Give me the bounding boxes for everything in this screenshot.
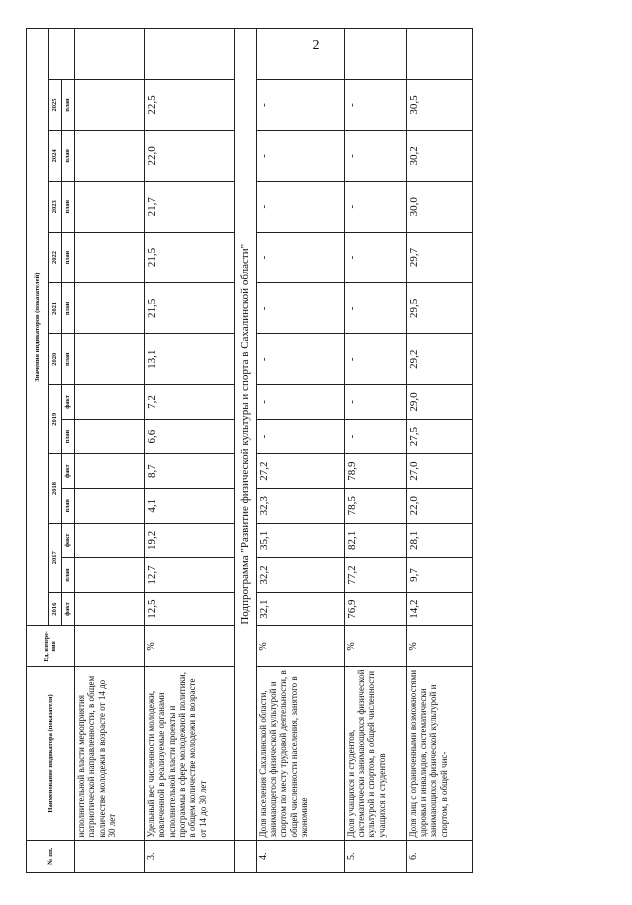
subprogram-row [235,29,257,873]
header-unit: Ед. измере-ния [27,626,75,667]
cell-2020-plan: - [344,334,406,385]
header-2025-plan: план [62,80,75,131]
cell-2018-plan: 4,1 [145,488,235,523]
cell-2021-plan: 21,5 [145,283,235,334]
header-2020-plan: план [62,334,75,385]
cell-2019-fact: 29,0 [406,385,472,420]
header-name: Наименование индикатора (показателя) [27,667,75,840]
cell-2018-fact: 27,0 [406,454,472,489]
cell-2024-plan: 30,2 [406,130,472,181]
row-unit [75,626,145,667]
cell-2017-plan: 12,7 [145,558,235,593]
cell-2022-plan: 21,5 [145,232,235,283]
cell-2018-plan: 22,0 [406,488,472,523]
header-year-2018: 2018 [49,454,62,523]
header-2017-plan: план [62,558,75,593]
cell-2021-plan: 29,5 [406,283,472,334]
header-2017-fact: факт [62,523,75,558]
cell-2025-plan: 22,5 [145,80,235,131]
header-2023-plan: план [62,181,75,232]
cell-2023-plan: - [344,181,406,232]
cell-2025-plan: - [256,80,344,131]
cell-2017-fact: 35,1 [256,523,344,558]
cell-2024-plan: - [256,130,344,181]
subprogram-title: Подпрограмма "Развитие физической культуры и спорта в Сахалинской области" [235,29,257,841]
header-2018-plan: план [62,488,75,523]
cell-2020-plan: - [256,334,344,385]
header-year-2017: 2017 [49,523,62,592]
cell-2017-fact: 19,2 [145,523,235,558]
cell-2016-fact: 12,5 [145,592,235,626]
table-row [75,29,145,873]
cell-2019-plan: 6,6 [145,419,235,454]
header-2018-fact: факт [62,454,75,489]
cell-2023-plan: 30,0 [406,181,472,232]
cell-2018-plan: 32,3 [256,488,344,523]
cell-2019-plan: 27,5 [406,419,472,454]
row-unit: % [145,626,235,667]
row-name: Доля населения Сахалинской области, занимающегося физической культурой и спортом по месту трудовой деятельности, в общей численности населения, занятого в экономике [256,667,344,840]
cell-2019-fact: - [256,385,344,420]
cell-2025-plan: 30,5 [406,80,472,131]
cell-2019-plan: - [256,419,344,454]
cell-2019-plan: - [344,419,406,454]
cell-2021-plan: - [256,283,344,334]
table-row [406,29,472,873]
cell-2018-fact: 78,9 [344,454,406,489]
header-year-2023: 2023 [49,181,62,232]
cell-2017-fact: 82,1 [344,523,406,558]
cell-2016-fact: 14,2 [406,592,472,626]
table-row [256,29,344,873]
row-name: исполнительной власти мероприятия патриотической направленности, в общем количестве молодежи в возрасте от 14 до 30 лет [75,667,145,840]
row-num: 6. [406,840,472,872]
row-unit: % [406,626,472,667]
row-num: 5. [344,840,406,872]
table-row [145,29,235,873]
cell-2017-plan: 9,7 [406,558,472,593]
header-2022-plan: план [62,232,75,283]
header-2019-plan: план [62,419,75,454]
header-2016-fact: факт [62,592,75,626]
cell-2016-fact: 32,1 [256,592,344,626]
header-2021-plan: план [62,283,75,334]
header-num: № пп. [27,840,75,872]
cell-2023-plan: 21,7 [145,181,235,232]
cell-2020-plan: 13,1 [145,334,235,385]
header-2024-plan: план [62,130,75,181]
cell-2017-plan: 77,2 [344,558,406,593]
cell-2018-fact: 27,2 [256,454,344,489]
cell-2020-plan: 29,2 [406,334,472,385]
row-unit: % [344,626,406,667]
row-name: Доля учащихся и студентов, систематически занимающихся физической культурой и спортом, в общей численности учащихся и студентов [344,667,406,840]
cell-2018-plan: 78,5 [344,488,406,523]
row-num [75,840,145,872]
row-unit: % [256,626,344,667]
cell-2022-plan: - [256,232,344,283]
cell-2023-plan: - [256,181,344,232]
cell-2024-plan: 22,0 [145,130,235,181]
page-number: 2 [312,38,320,53]
cell-2022-plan: - [344,232,406,283]
cell-2018-fact: 8,7 [145,454,235,489]
header-year-2021: 2021 [49,283,62,334]
cell-2017-fact: 28,1 [406,523,472,558]
table-row [344,29,406,873]
header-2019-fact: факт [62,385,75,420]
header-values-group: Значения индикаторов (показателей) [27,29,49,626]
cell-2025-plan: - [344,80,406,131]
header-year-2025: 2025 [49,80,62,131]
cell-2019-fact: 7,2 [145,385,235,420]
header-year-2020: 2020 [49,334,62,385]
row-name: Доля лиц с ограниченными возможностями здоровья и инвалидов, систематически занимающихся физической культурой и спортом, в общей чис- [406,667,472,840]
row-name: Удельный вес численности молодежи, вовлеченной в реализуемые органами исполнительной власти проекты и программы в сфере молодежной политики, в общем количестве молодежи в возрасте от 14 до 30 лет [145,667,235,840]
indicators-table [26,28,473,873]
cell-2022-plan: 29,7 [406,232,472,283]
cell-2017-plan: 32,2 [256,558,344,593]
header-extra [49,29,75,80]
cell-2024-plan: - [344,130,406,181]
header-year-2022: 2022 [49,232,62,283]
row-num: 3. [145,840,235,872]
header-year-2024: 2024 [49,130,62,181]
cell-2016-fact: 76,9 [344,592,406,626]
row-num: 4. [256,840,344,872]
cell-2021-plan: - [344,283,406,334]
header-year-2016: 2016 [49,592,62,626]
cell-2019-fact: - [344,385,406,420]
header-year-2019: 2019 [49,385,62,454]
